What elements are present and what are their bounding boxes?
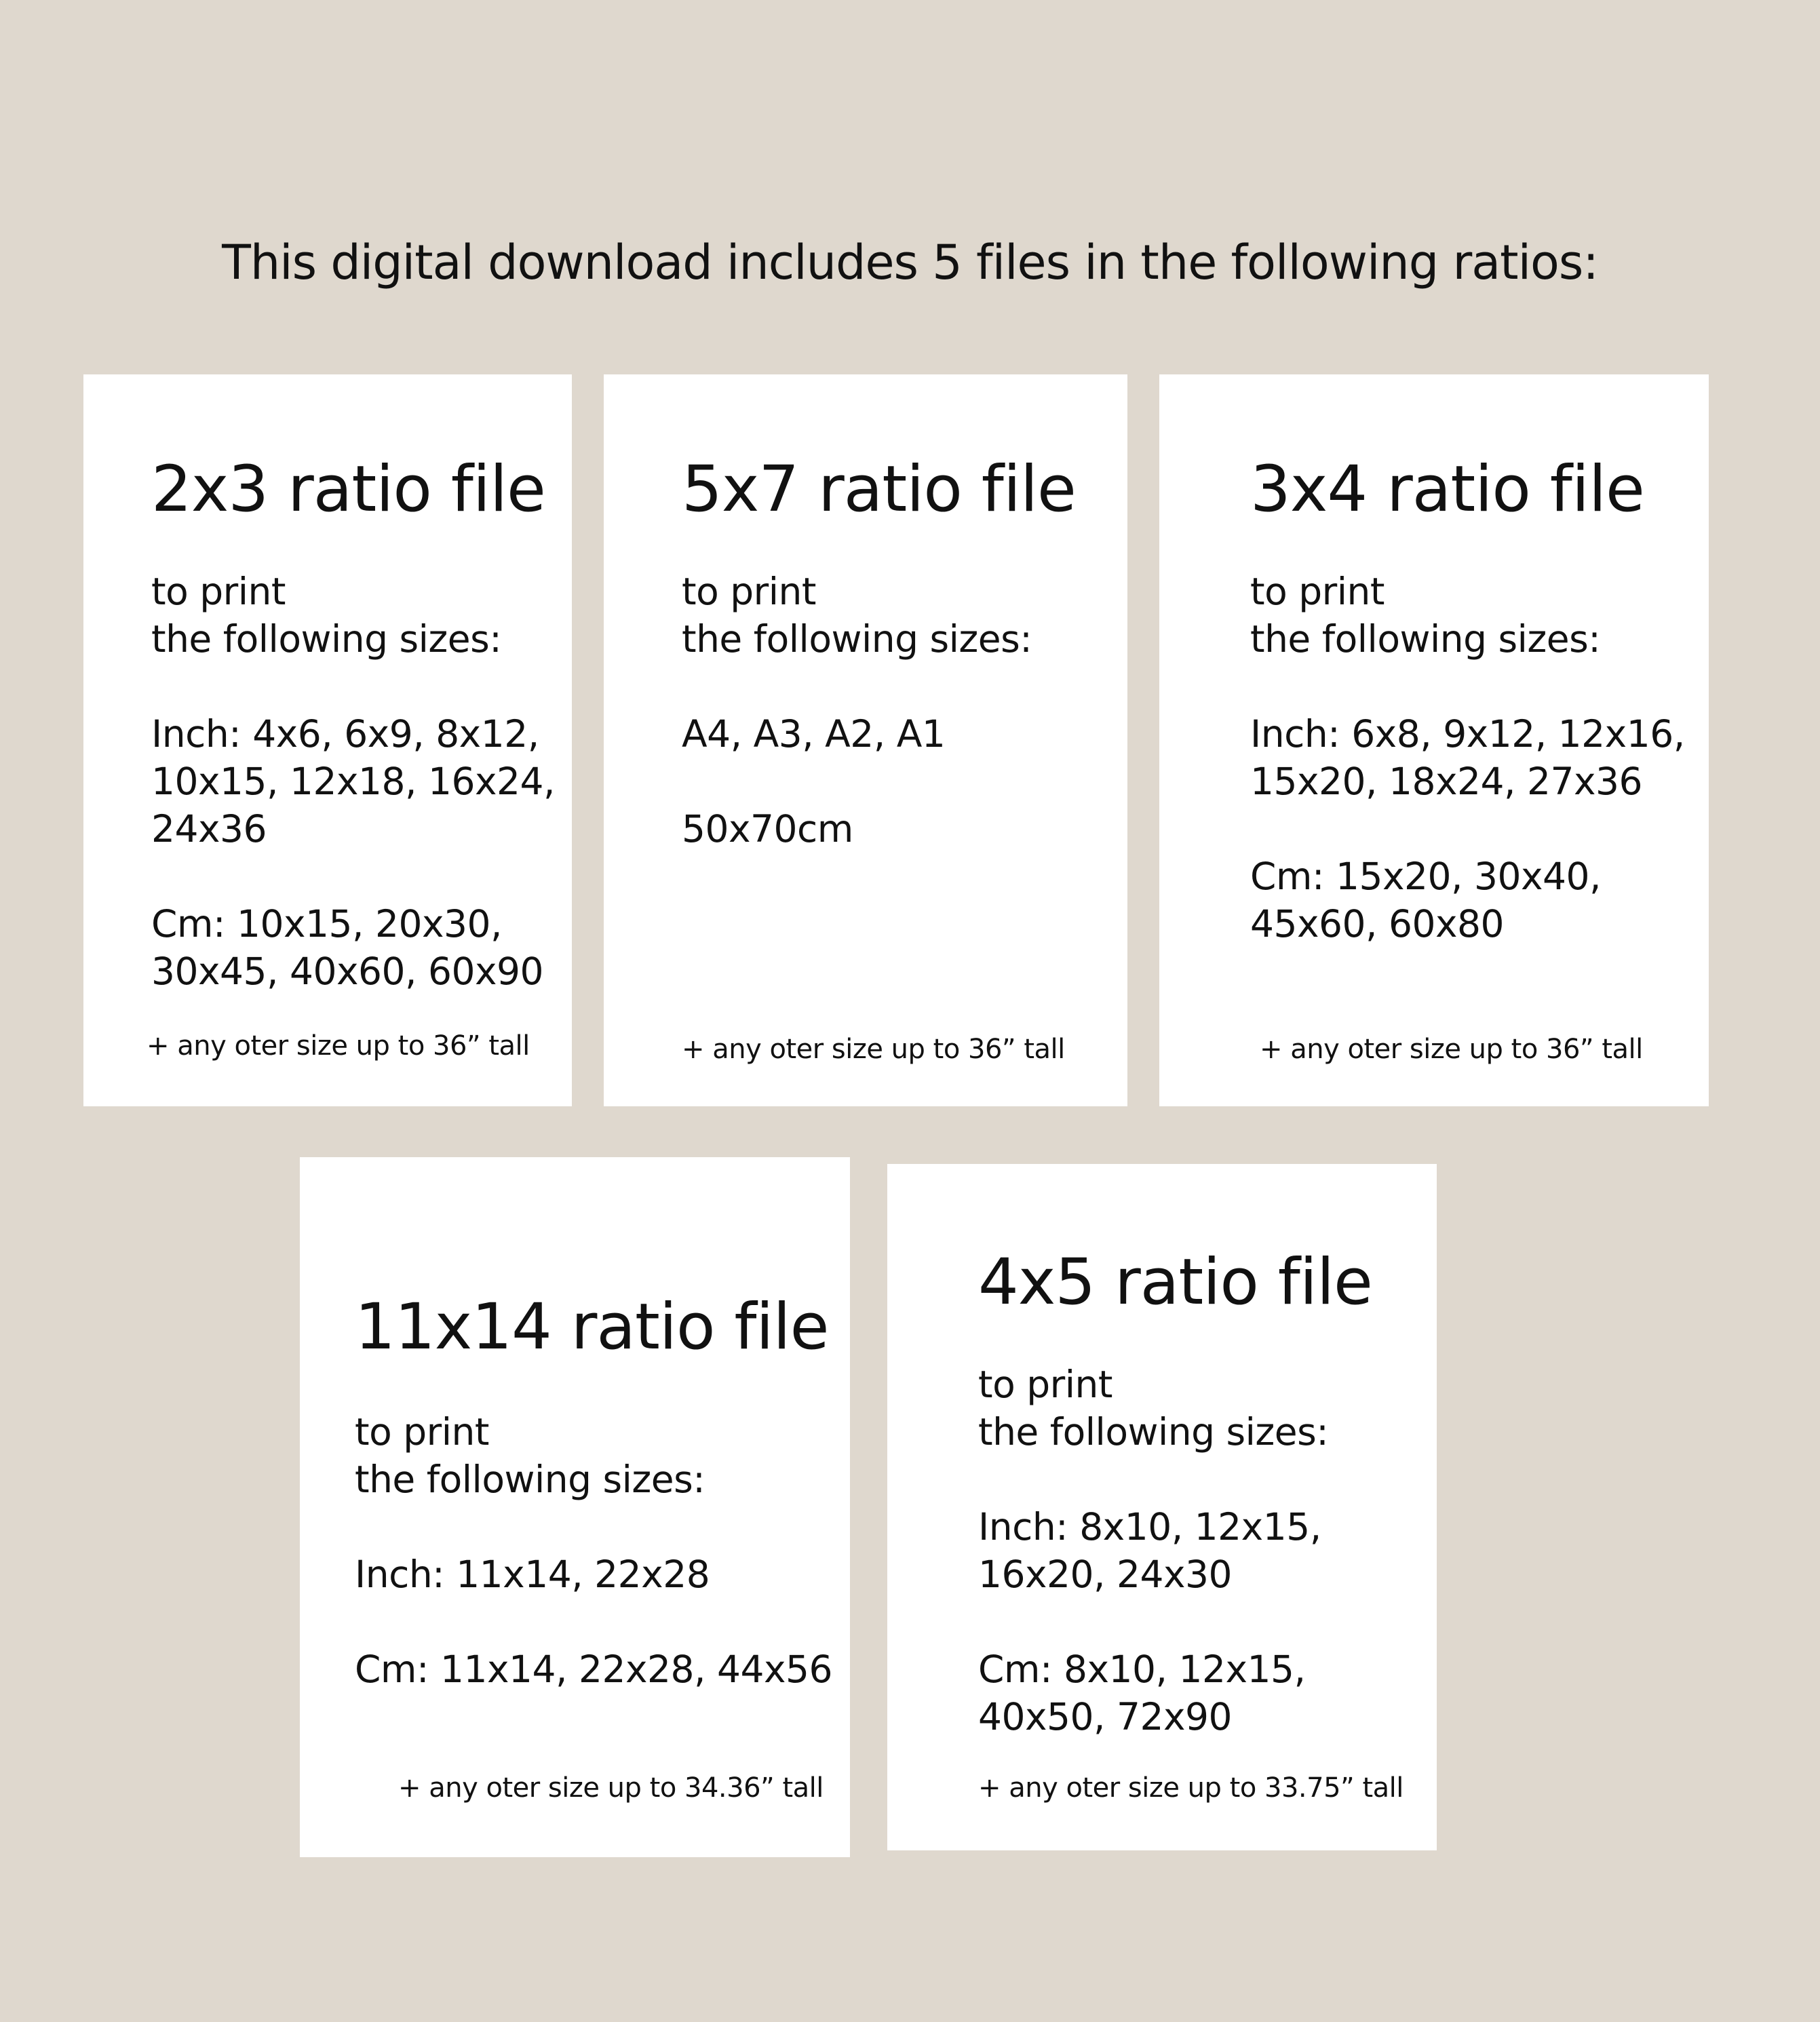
card-title: 3x4 ratio file	[1250, 452, 1644, 526]
card-title: 5x7 ratio file	[682, 452, 1076, 526]
card-footnote: + any oter size up to 36” tall	[1260, 1034, 1643, 1065]
card-sizes-text: to print the following sizes: Inch: 11x14, 22x28 Cm: 11x14, 22x28, 44x56	[355, 1410, 832, 1691]
card-sizes-text: to print the following sizes: Inch: 4x6, 6x9, 8x12, 10x15, 12x18, 16x24, 24x36 Cm: 10x15, 20x30, 30x45, 40x60, 60x90	[151, 570, 555, 993]
card-title: 2x3 ratio file	[151, 452, 545, 526]
ratio-card-5x7	[604, 374, 1127, 1106]
ratio-card-4x5	[887, 1164, 1437, 1850]
ratio-card-3x4	[1159, 374, 1709, 1106]
card-footnote: + any oter size up to 36” tall	[147, 1030, 530, 1062]
card-sizes-text: to print the following sizes: A4, A3, A2, A1 50x70cm	[682, 570, 1032, 851]
card-sizes-text: to print the following sizes: Inch: 6x8, 9x12, 12x16, 15x20, 18x24, 27x36 Cm: 15x20, 30x40, 45x60, 60x80	[1250, 570, 1685, 946]
card-footnote: + any oter size up to 34.36” tall	[398, 1772, 824, 1804]
card-sizes-text: to print the following sizes: Inch: 8x10, 12x15, 16x20, 24x30 Cm: 8x10, 12x15, 40x50, 72x90	[978, 1363, 1329, 1738]
card-footnote: + any oter size up to 33.75” tall	[978, 1772, 1403, 1804]
card-title: 11x14 ratio file	[355, 1290, 829, 1364]
page-heading: This digital download includes 5 files in the following ratios:	[222, 235, 1598, 290]
card-title: 4x5 ratio file	[978, 1245, 1372, 1319]
ratio-card-2x3	[83, 374, 572, 1106]
card-footnote: + any oter size up to 36” tall	[682, 1034, 1065, 1065]
ratio-card-11x14	[300, 1157, 850, 1857]
